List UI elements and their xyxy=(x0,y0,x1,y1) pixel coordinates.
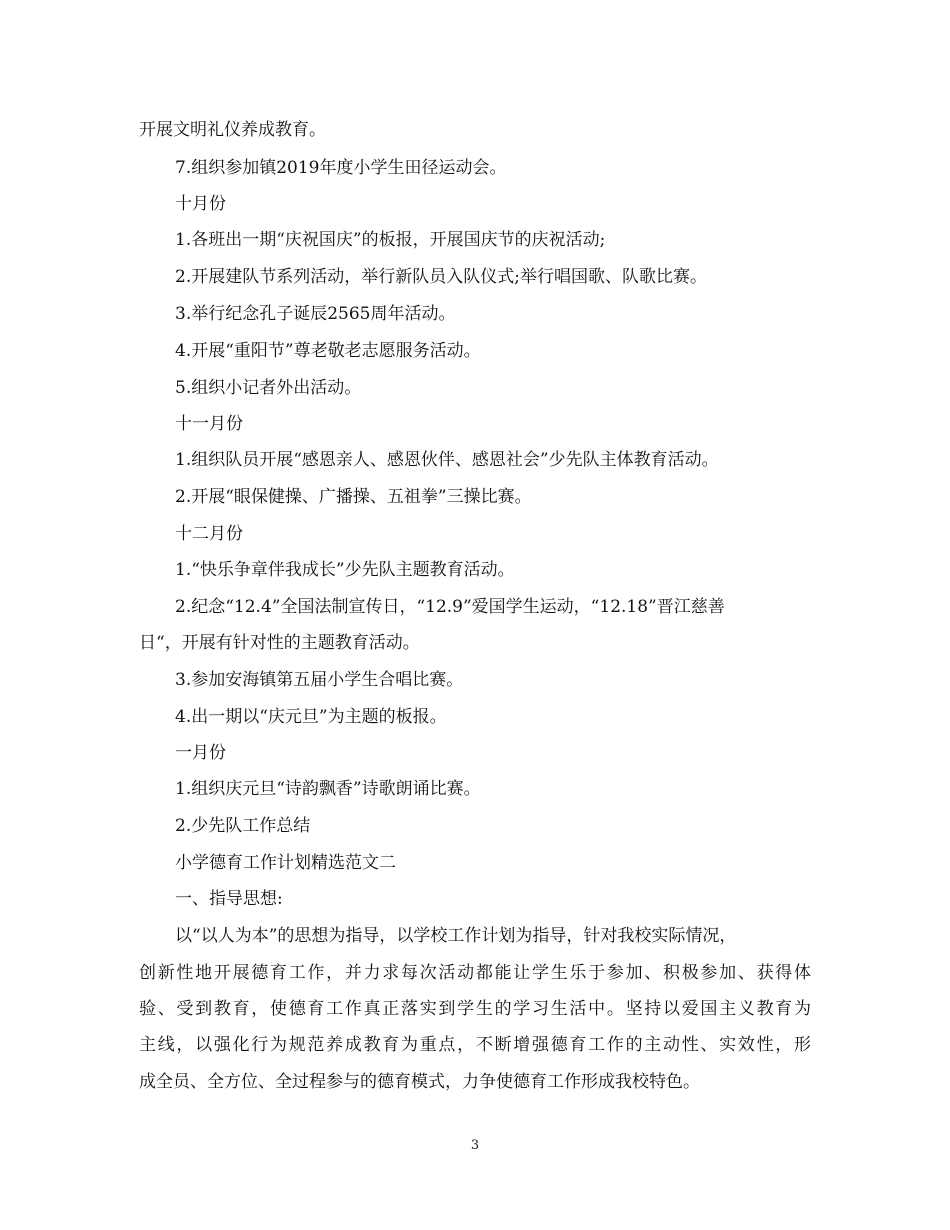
list-item: 3.举行纪念孔子诞辰2565周年活动。 xyxy=(175,304,456,324)
section-heading-december: 十二月份 xyxy=(175,524,243,544)
list-item: 2.开展建队节系列活动，举行新队员入队仪式;举行唱国歌、队歌比赛。 xyxy=(175,267,707,287)
section-heading-january: 一月份 xyxy=(175,743,226,763)
paragraph-line: 成全员、全方位、全过程参与的德育模式，力争使德育工作形成我校特色。 xyxy=(139,1072,700,1092)
article-title: 小学德育工作计划精选范文二 xyxy=(175,853,396,873)
list-item: 1.组织队员开展“感恩亲人、感恩伙伴、感恩社会”少先队主体教育活动。 xyxy=(175,450,719,470)
section-heading-october: 十月份 xyxy=(175,194,226,214)
text-line: 开展文明礼仪养成教育。 xyxy=(139,120,326,140)
list-item: 4.开展“重阳节”尊老敬老志愿服务活动。 xyxy=(175,341,481,361)
list-item: 2.开展“眼保健操、广播操、五祖拳”三操比赛。 xyxy=(175,487,532,507)
list-item: 1.“快乐争章伴我成长”少先队主题教育活动。 xyxy=(175,560,515,580)
page-number: 3 xyxy=(470,1138,480,1153)
list-item: 3.参加安海镇第五届小学生合唱比赛。 xyxy=(175,670,464,690)
paragraph-line: 主线，以强化行为规范养成教育为重点，不断增强德育工作的主动性、实效性，形 xyxy=(139,1035,811,1055)
list-item: 7.组织参加镇2019年度小学生田径运动会。 xyxy=(175,158,507,178)
section-heading-november: 十一月份 xyxy=(175,414,243,434)
list-item: 1.组织庆元旦“诗韵飘香”诗歌朗诵比赛。 xyxy=(175,779,481,799)
list-item: 4.出一期以“庆元旦”为主题的板报。 xyxy=(175,707,447,727)
paragraph-line: 以“以人为本”的思想为指导，以学校工作计划为指导，针对我校实际情况， xyxy=(175,926,737,946)
list-item-continuation: 日“，开展有针对性的主题教育活动。 xyxy=(139,633,420,653)
paragraph-line: 创新性地开展德育工作，并力求每次活动都能让学生乐于参加、积极参加、获得体 xyxy=(139,963,811,983)
paragraph-line: 验、受到教育，使德育工作真正落实到学生的学习生活中。坚持以爱国主义教育为 xyxy=(139,999,811,1019)
list-item: 1.各班出一期“庆祝国庆”的板报，开展国庆节的庆祝活动; xyxy=(175,230,606,250)
list-item: 2.少先队工作总结 xyxy=(175,816,311,836)
list-item: 5.组织小记者外出活动。 xyxy=(175,378,362,398)
section-heading-guiding-thought: 一、指导思想: xyxy=(175,889,283,909)
list-item: 2.纪念“12.4”全国法制宣传日，“12.9”爱国学生运动，“12.18”晋江慈善 xyxy=(175,597,725,617)
